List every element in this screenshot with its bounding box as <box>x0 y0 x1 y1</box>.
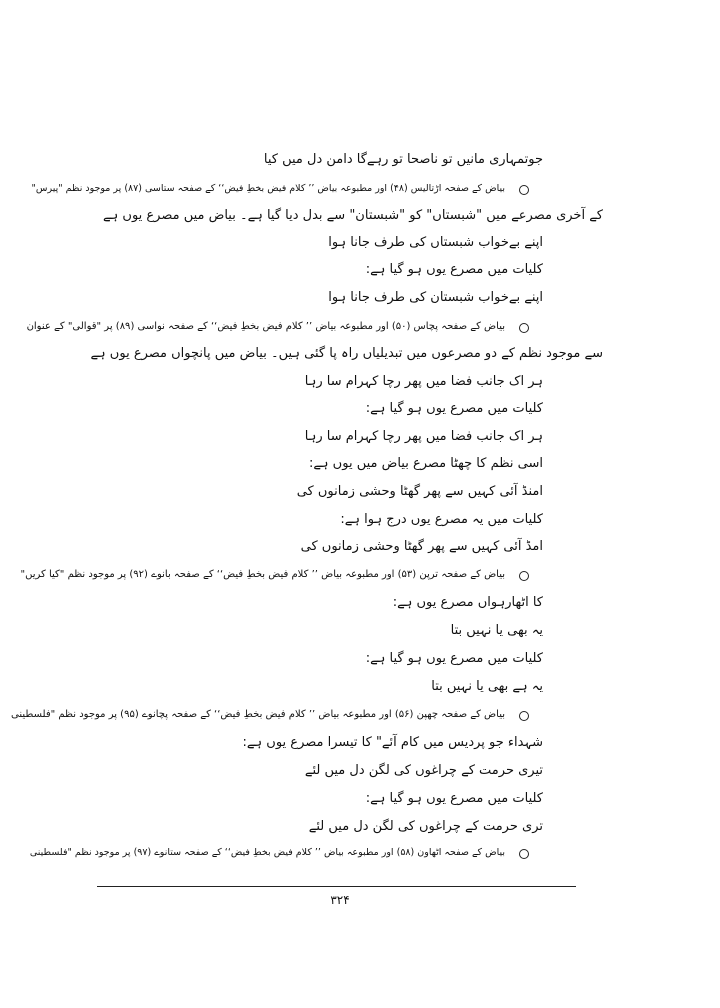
text-line: کلیات میں مصرع یوں ہو گیا ہے: <box>365 791 543 806</box>
text-line: بیاض کے صفحہ چھپن (۵۶) اور مطبوعہ بیاض ’’ کلام فیض بخطِ فیض‘‘ کے صفحہ پچانوے (۹۵) پر موجود نظم "فلسطینی <box>11 709 505 720</box>
text-line: کلیات میں مصرع یوں ہو گیا ہے: <box>365 651 543 666</box>
text-line: کلیات میں مصرع یوں ہو گیا ہے: <box>365 262 543 277</box>
verse-line: اپنے بےخواب شبستان کی طرف جانا ہوا <box>328 290 543 305</box>
text-line: کلیات میں مصرع یوں ہو گیا ہے: <box>365 401 543 416</box>
text-line: شہداء جو پردیس میں کام آئے" کا تیسرا مصرع یوں ہے: <box>242 735 543 750</box>
verse-line: تری حرمت کے چراغوں کی لگن دل میں لئے <box>308 819 543 834</box>
text-line: بیاض کے صفحہ اڑتالیس (۴۸) اور مطبوعہ بیاض ’’ کلام فیض بخطِ فیض‘‘ کے صفحہ ستاسی (۸۷) پر موجود نظم "پیرس" <box>31 183 505 194</box>
bullet-circle-icon <box>519 571 529 581</box>
bullet-circle-icon <box>519 185 529 195</box>
text-line: اسی نظم کا چھٹا مصرع بیاض میں یوں ہے: <box>308 456 543 471</box>
verse-line: اپنے بےخواب شبستاں کی طرف جانا ہوا <box>328 235 543 250</box>
text-line: کے آخری مصرعے میں "شبستاں" کو "شبستان" سے بدل دیا گیا ہے۔ بیاض میں مصرع یوں ہے <box>103 208 603 223</box>
text-line: جوتمہاری مانیں تو ناصحا تو رہےگا دامن دل میں کیا <box>263 152 543 167</box>
footer-rule <box>97 886 576 887</box>
text-line: بیاض کے صفحہ ترپن (۵۳) اور مطبوعہ بیاض ’’ کلام فیض بخطِ فیض‘‘ کے صفحہ بانوے (۹۲) پر موجود نظم "کیا کریں" <box>20 569 505 580</box>
page-number: ۳۲۴ <box>330 893 350 907</box>
text-line: سے موجود نظم کے دو مصرعوں میں تبدیلیاں راہ پا گئی ہیں۔ بیاض میں پانچواں مصرع یوں ہے <box>90 346 603 361</box>
text-line: بیاض کے صفحہ اٹھاون (۵۸) اور مطبوعہ بیاض ’’ کلام فیض بخطِ فیض‘‘ کے صفحہ ستانوے (۹۷) پر موجود نظم "فلسطینی <box>29 847 505 858</box>
text-line: کلیات میں یہ مصرع یوں درج ہوا ہے: <box>340 512 543 527</box>
verse-line: امنڈ آئی کہیں سے پھر گھٹا وحشی زمانوں کی <box>296 484 543 499</box>
text-line: کا اٹھارہواں مصرع یوں ہے: <box>392 595 543 610</box>
verse-line: ہر اک جانب فضا میں پھر رچا کہرام سا رہا <box>304 429 543 444</box>
verse-line: یہ ہے بھی یا نہیں بتا <box>431 679 543 694</box>
bullet-circle-icon <box>519 711 529 721</box>
bullet-circle-icon <box>519 849 529 859</box>
verse-line: امڈ آئی کہیں سے پھر گھٹا وحشی زمانوں کی <box>300 539 543 554</box>
bullet-circle-icon <box>519 323 529 333</box>
verse-line: یہ بھی یا نہیں بتا <box>450 623 543 638</box>
verse-line: ہر اک جانب فضا میں پھر رچا کہرام سا رہا <box>304 374 543 389</box>
verse-line: تیری حرمت کے چراغوں کی لگن دل میں لئے <box>304 763 543 778</box>
text-line: بیاض کے صفحہ پچاس (۵۰) اور مطبوعہ بیاض ’’ کلام فیض بخطِ فیض‘‘ کے صفحہ نواسی (۸۹) پر "قوالی" کے عنوان <box>26 321 505 332</box>
